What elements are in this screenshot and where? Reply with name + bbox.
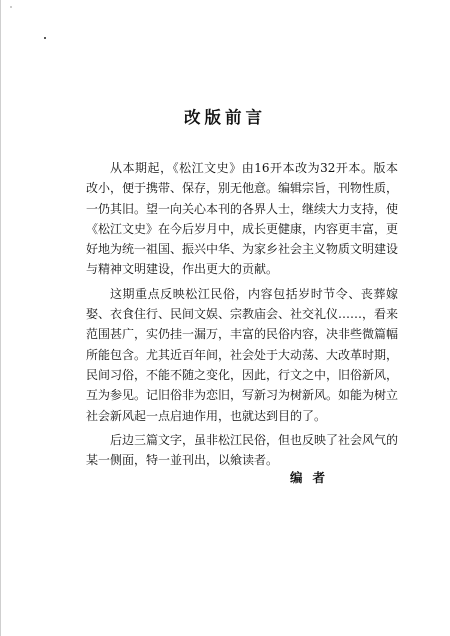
page-title: 改版前言 <box>184 108 266 127</box>
paragraph-2: 这期重点反映松江民俗，内容包括岁时节令、丧葬嫁娶、衣食住行、民间文娱、宗教庙会、社交礼仪……，看来范围甚广，实仍挂一漏万，丰富的民俗内容，决非些微篇幅所能包含。尤其近百年间，社会处于大动荡、大改革时期，民间习俗，不能不随之变化，因此，行文之中，旧俗新风，互为参见。记旧俗非为恋旧，写新习为树新风。如能为树立社会新风起一点启迪作用，也就达到目的了。 <box>86 286 399 423</box>
preface-body <box>86 158 398 474</box>
scan-speck <box>10 6 12 8</box>
paragraph-1: 从本期起，《松江文史》由16开本改为32开本。版本改小，便于携带、保存，别无他意。编辑宗旨，刊物性质，一仍其旧。望一向关心本刊的各界人士，继续大力支持，使《松江文史》在今后岁月中，成长更健康，内容更丰富，更好地为统一祖国、振兴中华、为家乡社会主义物质文明建设与精神文明建设，作出更大的贡献。 <box>86 161 399 277</box>
page-edge-line <box>0 0 1 636</box>
paragraph-3: 后边三篇文字，虽非松江民俗，但也反映了社会风气的某一侧面，特一並刊出，以飨读者。 <box>86 432 399 468</box>
scan-speck <box>44 37 46 39</box>
signature: 编者 <box>290 470 336 485</box>
